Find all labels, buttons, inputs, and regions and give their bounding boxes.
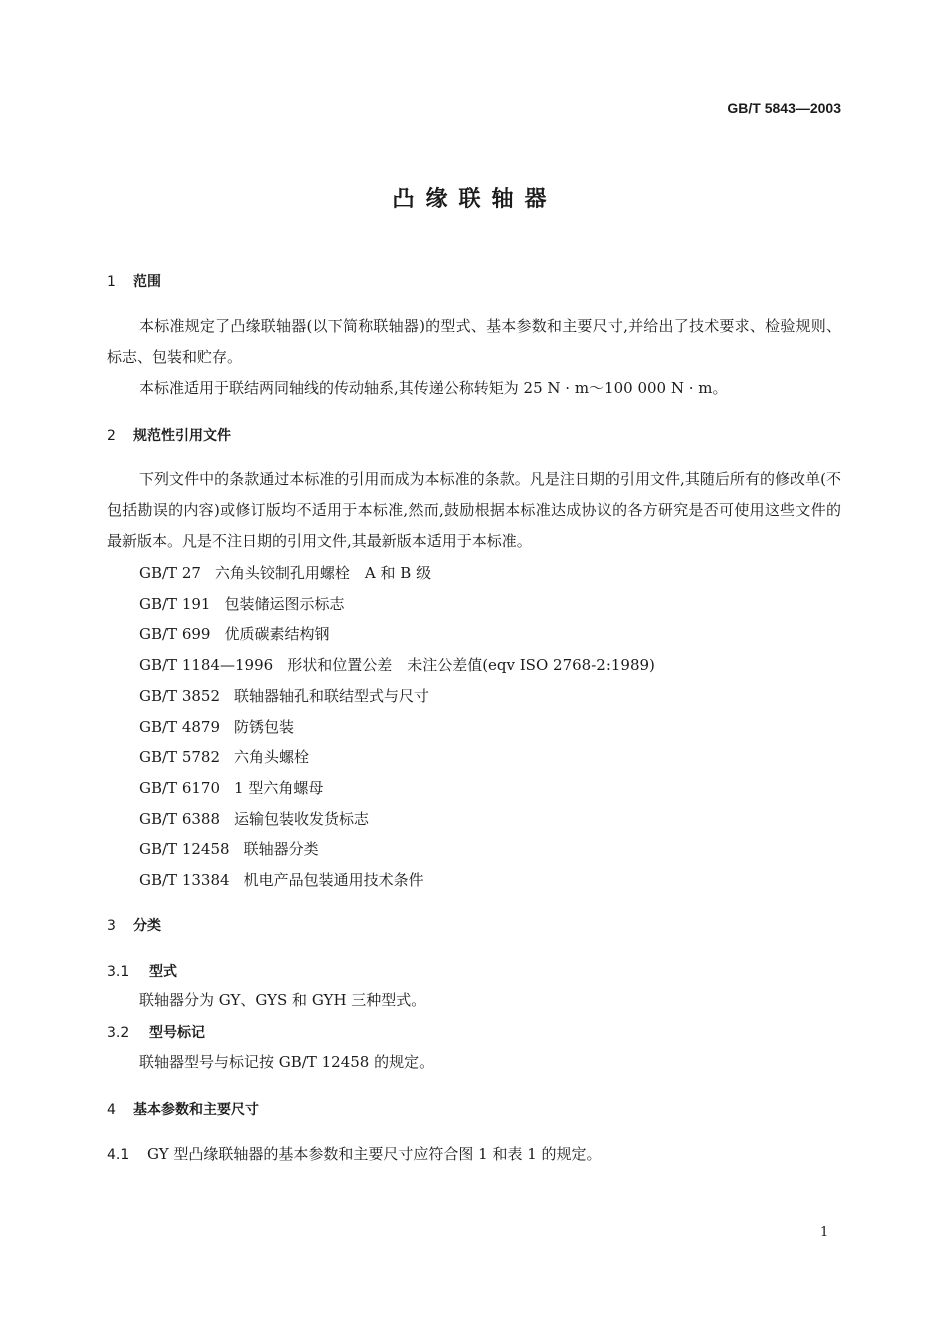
reference-item xyxy=(139,593,344,614)
reference-item xyxy=(139,869,424,890)
section-4-1 xyxy=(107,1143,602,1164)
section-title: 范围 xyxy=(133,274,161,290)
reference-title: 1 型六角螺母 xyxy=(234,778,324,797)
reference-item xyxy=(139,654,655,675)
section-1-heading xyxy=(107,271,161,291)
section-title: 基本参数和主要尺寸 xyxy=(133,1102,259,1118)
section-3-1-text: 联轴器分为 GY、GYS 和 GYH 三种型式。 xyxy=(139,991,427,1009)
section-title: 分类 xyxy=(133,918,161,934)
section-number: 2 xyxy=(107,428,116,444)
reference-code: GB/T 191 xyxy=(139,594,211,613)
reference-title: 包装储运图示标志 xyxy=(224,594,345,613)
reference-item xyxy=(139,746,309,767)
section-4-1-text: GY 型凸缘联轴器的基本参数和主要尺寸应符合图 1 和表 1 的规定。 xyxy=(147,1145,602,1163)
scope-paragraph-2: 本标准适用于联结两同轴线的传动轴系,其传递公称转矩为 25 N · m～100 000 N · m。 xyxy=(139,379,728,397)
reference-item xyxy=(139,623,329,644)
section-3-1-heading xyxy=(107,961,177,981)
reference-code: GB/T 1184—1996 xyxy=(139,656,274,675)
reference-item xyxy=(139,562,431,583)
reference-code: GB/T 27 xyxy=(139,564,201,582)
section-3-heading xyxy=(107,915,161,935)
reference-code: GB/T 3852 xyxy=(139,686,221,705)
reference-code: GB/T 12458 xyxy=(139,840,230,859)
section-number: 1 xyxy=(107,274,116,290)
reference-item xyxy=(139,808,369,829)
section-number: 3.2 xyxy=(107,1025,130,1041)
reference-item xyxy=(139,685,429,706)
section-number: 4.1 xyxy=(107,1147,130,1163)
reference-title: 联轴器轴孔和联结型式与尺寸 xyxy=(234,686,430,705)
reference-title: 联轴器分类 xyxy=(243,840,319,859)
reference-code: GB/T 6388 xyxy=(139,809,221,828)
reference-title: 防锈包装 xyxy=(234,717,295,736)
section-number: 3 xyxy=(107,918,116,934)
reference-item xyxy=(139,838,319,859)
section-number: 3.1 xyxy=(107,964,130,980)
scope-paragraph-1: 本标准规定了凸缘联轴器(以下简称联轴器)的型式、基本参数和主要尺寸,并给出了技术要求、检验规则、标志、包装和贮存。 xyxy=(107,317,841,366)
section-title: 型号标记 xyxy=(149,1025,205,1041)
reference-title: 运输包装收发货标志 xyxy=(234,809,370,828)
references-intro-paragraph: 下列文件中的条款通过本标准的引用而成为本标准的条款。凡是注日期的引用文件,其随后所有的修改单(不包括勘误的内容)或修订版均不适用于本标准,然而,鼓励根据本标准达成协议的各方研究是否可使用这些文件的最新版本。凡是不注日期的引用文件,其最新版本适用于本标准。 xyxy=(107,470,841,550)
reference-title: 形状和位置公差 未注公差值(eqv ISO 2768-2:1989) xyxy=(287,656,655,675)
section-3-2-heading xyxy=(107,1022,205,1042)
reference-code: GB/T 6170 xyxy=(139,778,221,797)
reference-title: 机电产品包装通用技术条件 xyxy=(243,871,424,889)
document-title: 凸缘联轴器 xyxy=(392,187,558,212)
standard-code: GB/T 5843—2003 xyxy=(727,100,841,116)
reference-item xyxy=(139,716,294,737)
section-2-heading xyxy=(107,425,231,445)
reference-code: GB/T 13384 xyxy=(139,871,230,889)
page-number: 1 xyxy=(820,1225,829,1240)
reference-title: 六角头螺栓 xyxy=(234,748,310,767)
reference-code: GB/T 5782 xyxy=(139,748,221,767)
reference-code: GB/T 4879 xyxy=(139,717,221,736)
section-number: 4 xyxy=(107,1102,116,1118)
reference-code: GB/T 699 xyxy=(139,625,211,644)
section-4-heading xyxy=(107,1099,259,1119)
reference-title: 六角头铰制孔用螺栓 A 和 B 级 xyxy=(214,564,432,582)
section-title: 型式 xyxy=(149,964,177,980)
reference-title: 优质碳素结构钢 xyxy=(224,625,330,644)
reference-item xyxy=(139,777,323,798)
section-title: 规范性引用文件 xyxy=(133,428,231,444)
section-3-2-text: 联轴器型号与标记按 GB/T 12458 的规定。 xyxy=(139,1053,435,1071)
